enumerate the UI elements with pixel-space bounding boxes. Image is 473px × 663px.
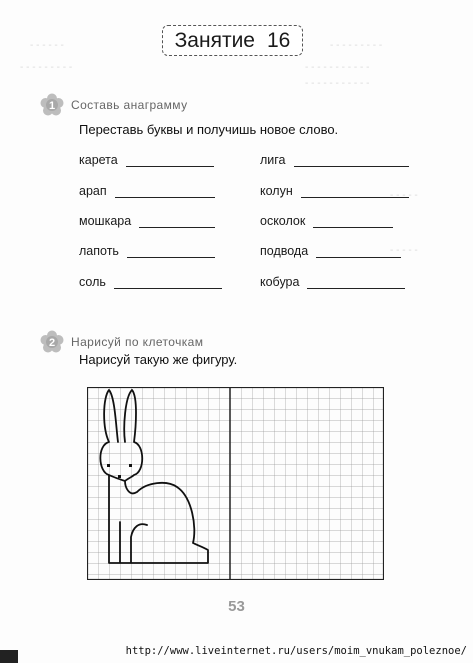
answer-line[interactable] bbox=[139, 215, 215, 228]
bleed-through-text: - - - - - - - - - bbox=[20, 62, 73, 73]
answer-line[interactable] bbox=[127, 245, 215, 258]
answer-line[interactable] bbox=[307, 276, 405, 289]
task-1-instruction: Переставь буквы и получишь новое слово. bbox=[79, 122, 339, 137]
anagram-word: соль bbox=[79, 275, 106, 289]
rabbit-nose bbox=[118, 475, 121, 478]
bleed-through-text: - - - - - - bbox=[30, 40, 64, 51]
word-row-right-5 bbox=[260, 275, 405, 289]
drawing-grid bbox=[87, 387, 384, 580]
anagram-word: кобура bbox=[260, 275, 300, 289]
task-2-title: Нарисуй по клеточкам bbox=[71, 335, 204, 349]
word-row-right-3 bbox=[260, 214, 393, 228]
anagram-word: лига bbox=[260, 153, 286, 167]
answer-line[interactable] bbox=[301, 185, 409, 198]
anagram-word: карета bbox=[79, 153, 118, 167]
answer-line[interactable] bbox=[294, 154, 409, 167]
page-number: 53 bbox=[228, 598, 245, 615]
word-row-right-4 bbox=[260, 244, 401, 258]
bleed-through-text: - - - - - - - - - - - bbox=[305, 78, 370, 89]
anagram-word: лапоть bbox=[79, 244, 119, 258]
source-url: http://www.liveinternet.ru/users/moim_vnukam_poleznoe/ bbox=[125, 645, 467, 657]
lesson-number: 16 bbox=[267, 28, 291, 52]
answer-line[interactable] bbox=[126, 154, 214, 167]
word-row-left-5 bbox=[79, 275, 222, 289]
grid-svg bbox=[87, 387, 384, 580]
anagram-word: колун bbox=[260, 184, 293, 198]
task-1-header bbox=[40, 93, 187, 117]
grid-right-half[interactable] bbox=[230, 387, 384, 580]
word-row-left-1 bbox=[79, 153, 214, 167]
word-row-left-4 bbox=[79, 244, 215, 258]
rabbit-eye-right bbox=[129, 464, 132, 467]
anagram-word: арап bbox=[79, 184, 107, 198]
bleed-through-text: - - - - - - - - - - - bbox=[305, 62, 370, 73]
scan-corner-mark bbox=[0, 650, 18, 663]
flower-number-icon bbox=[40, 330, 64, 354]
answer-line[interactable] bbox=[115, 185, 215, 198]
bleed-through-text: - - - - - bbox=[390, 190, 418, 201]
answer-line[interactable] bbox=[114, 276, 222, 289]
task-2-header bbox=[40, 330, 203, 354]
anagram-word: подвода bbox=[260, 244, 309, 258]
answer-line[interactable] bbox=[313, 215, 393, 228]
rabbit-eye-left bbox=[107, 464, 110, 467]
anagram-word: мошкара bbox=[79, 214, 132, 228]
task-1-title: Составь анаграмму bbox=[71, 98, 188, 112]
task-2-number: 2 bbox=[48, 337, 56, 349]
lesson-title: Занятие bbox=[174, 28, 255, 52]
anagram-word: осколок bbox=[260, 214, 306, 228]
lesson-title-box bbox=[162, 25, 303, 56]
flower-number-icon bbox=[40, 93, 64, 117]
word-row-left-2 bbox=[79, 184, 215, 198]
task-1-number: 1 bbox=[48, 100, 56, 112]
bleed-through-text: - - - - - - - - - bbox=[330, 40, 383, 51]
word-row-right-2 bbox=[260, 184, 409, 198]
task-2-instruction: Нарисуй такую же фигуру. bbox=[79, 352, 238, 367]
word-row-right-1 bbox=[260, 153, 409, 167]
answer-line[interactable] bbox=[316, 245, 401, 258]
word-row-left-3 bbox=[79, 214, 215, 228]
bleed-through-text: - - - - - bbox=[390, 245, 418, 256]
